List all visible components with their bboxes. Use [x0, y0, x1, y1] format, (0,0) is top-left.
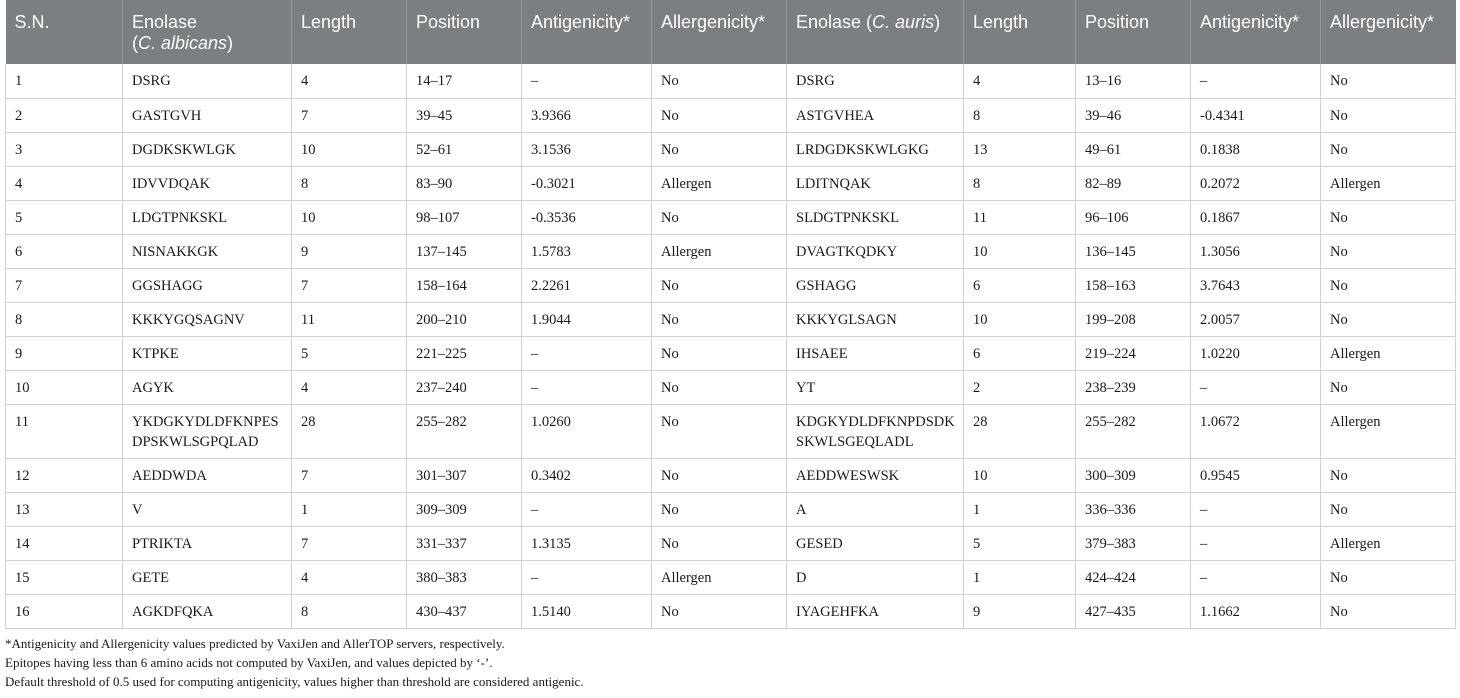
table-row	[6, 98, 1456, 132]
cell-length-2: 1	[964, 560, 1076, 594]
cell-antigenicity-2: 1.0672	[1191, 404, 1321, 458]
cell-position-2: 379–383	[1076, 526, 1191, 560]
cell-antigenicity-2: 1.3056	[1191, 234, 1321, 268]
cell-allergenicity-2: No	[1321, 200, 1456, 234]
cell-sn: 16	[6, 594, 123, 628]
cell-sn: 11	[6, 404, 123, 458]
cell-allergenicity-2: No	[1321, 458, 1456, 492]
header-length-2: Length	[964, 0, 1076, 64]
table-row	[6, 268, 1456, 302]
cell-position-1: 301–307	[407, 458, 522, 492]
cell-allergenicity-1: Allergen	[652, 166, 787, 200]
cell-enolase-auris: DVAGTKQDKY	[787, 234, 964, 268]
cell-length-2: 28	[964, 404, 1076, 458]
cell-position-2: 49–61	[1076, 132, 1191, 166]
cell-position-2: 82–89	[1076, 166, 1191, 200]
header-albicans-species: (C. albicans)	[132, 33, 234, 53]
footnote-2: Epitopes having less than 6 amino acids not computed by VaxiJen, and values depicted by ‘-’.	[5, 654, 493, 670]
cell-sn: 15	[6, 560, 123, 594]
cell-antigenicity-2: –	[1191, 370, 1321, 404]
cell-enolase-albicans: DSRG	[123, 64, 292, 98]
cell-length-1: 4	[292, 64, 407, 98]
cell-length-2: 4	[964, 64, 1076, 98]
cell-enolase-albicans: KKKYGQSAGNV	[123, 302, 292, 336]
cell-antigenicity-2: -0.4341	[1191, 98, 1321, 132]
cell-allergenicity-2: No	[1321, 64, 1456, 98]
cell-length-1: 9	[292, 234, 407, 268]
cell-position-1: 309–309	[407, 492, 522, 526]
cell-allergenicity-1: No	[652, 594, 787, 628]
cell-sn: 8	[6, 302, 123, 336]
cell-sn: 1	[6, 64, 123, 98]
cell-sn: 6	[6, 234, 123, 268]
cell-antigenicity-1: –	[522, 64, 652, 98]
cell-antigenicity-2: 0.1838	[1191, 132, 1321, 166]
cell-length-1: 8	[292, 166, 407, 200]
table-row	[6, 166, 1456, 200]
cell-position-2: 238–239	[1076, 370, 1191, 404]
epitope-table	[5, 0, 1456, 629]
table-row	[6, 404, 1456, 458]
cell-antigenicity-1: 1.3135	[522, 526, 652, 560]
cell-antigenicity-1: 1.0260	[522, 404, 652, 458]
cell-antigenicity-2: 0.1867	[1191, 200, 1321, 234]
cell-position-2: 199–208	[1076, 302, 1191, 336]
cell-allergenicity-2: Allergen	[1321, 336, 1456, 370]
cell-allergenicity-1: No	[652, 268, 787, 302]
cell-position-2: 300–309	[1076, 458, 1191, 492]
cell-antigenicity-1: 1.5140	[522, 594, 652, 628]
cell-position-1: 380–383	[407, 560, 522, 594]
cell-length-2: 5	[964, 526, 1076, 560]
cell-antigenicity-1: –	[522, 370, 652, 404]
header-antigenicity-1: Antigenicity*	[522, 0, 652, 64]
table-container	[5, 0, 1455, 691]
header-allergenicity-1: Allergenicity*	[652, 0, 787, 64]
cell-position-2: 96–106	[1076, 200, 1191, 234]
cell-position-2: 13–16	[1076, 64, 1191, 98]
cell-allergenicity-2: No	[1321, 302, 1456, 336]
cell-length-1: 5	[292, 336, 407, 370]
header-auris-species: C. auris	[872, 12, 935, 32]
cell-enolase-albicans: V	[123, 492, 292, 526]
cell-allergenicity-2: Allergen	[1321, 166, 1456, 200]
cell-enolase-auris: AEDDWESWSK	[787, 458, 964, 492]
cell-position-2: 219–224	[1076, 336, 1191, 370]
cell-allergenicity-1: No	[652, 336, 787, 370]
cell-allergenicity-1: No	[652, 200, 787, 234]
cell-length-1: 7	[292, 526, 407, 560]
cell-sn: 2	[6, 98, 123, 132]
cell-antigenicity-2: 1.1662	[1191, 594, 1321, 628]
table-row	[6, 336, 1456, 370]
cell-antigenicity-1: 1.9044	[522, 302, 652, 336]
table-row	[6, 370, 1456, 404]
cell-allergenicity-1: No	[652, 98, 787, 132]
cell-position-1: 237–240	[407, 370, 522, 404]
cell-antigenicity-1: 2.2261	[522, 268, 652, 302]
cell-antigenicity-2: –	[1191, 64, 1321, 98]
cell-allergenicity-1: No	[652, 302, 787, 336]
cell-allergenicity-2: No	[1321, 560, 1456, 594]
cell-enolase-albicans: IDVVDQAK	[123, 166, 292, 200]
cell-antigenicity-2: 3.7643	[1191, 268, 1321, 302]
cell-position-2: 255–282	[1076, 404, 1191, 458]
cell-sn: 14	[6, 526, 123, 560]
cell-allergenicity-2: No	[1321, 594, 1456, 628]
cell-enolase-albicans: KTPKE	[123, 336, 292, 370]
cell-length-2: 11	[964, 200, 1076, 234]
cell-enolase-auris: IHSAEE	[787, 336, 964, 370]
cell-length-2: 6	[964, 336, 1076, 370]
cell-position-2: 336–336	[1076, 492, 1191, 526]
header-position-2: Position	[1076, 0, 1191, 64]
footnote-1: *Antigenicity and Allergenicity values predicted by VaxiJen and AllerTOP servers, respectively.	[5, 635, 505, 651]
cell-position-1: 221–225	[407, 336, 522, 370]
cell-allergenicity-2: No	[1321, 234, 1456, 268]
cell-length-1: 28	[292, 404, 407, 458]
cell-position-2: 158–163	[1076, 268, 1191, 302]
cell-allergenicity-2: No	[1321, 492, 1456, 526]
cell-length-2: 10	[964, 458, 1076, 492]
cell-allergenicity-2: Allergen	[1321, 404, 1456, 458]
cell-antigenicity-2: 0.9545	[1191, 458, 1321, 492]
cell-position-1: 52–61	[407, 132, 522, 166]
cell-allergenicity-2: No	[1321, 132, 1456, 166]
cell-sn: 9	[6, 336, 123, 370]
cell-enolase-auris: IYAGEHFKA	[787, 594, 964, 628]
cell-position-1: 430–437	[407, 594, 522, 628]
cell-enolase-albicans: GGSHAGG	[123, 268, 292, 302]
cell-enolase-auris: DSRG	[787, 64, 964, 98]
cell-length-2: 8	[964, 98, 1076, 132]
cell-enolase-albicans: DGDKSKWLGK	[123, 132, 292, 166]
cell-allergenicity-1: No	[652, 458, 787, 492]
cell-length-1: 4	[292, 370, 407, 404]
cell-enolase-albicans: GETE	[123, 560, 292, 594]
cell-enolase-auris: GESED	[787, 526, 964, 560]
cell-enolase-auris: YT	[787, 370, 964, 404]
table-row	[6, 526, 1456, 560]
table-header	[6, 0, 1456, 64]
cell-enolase-auris: ASTGVHEA	[787, 98, 964, 132]
cell-position-2: 136–145	[1076, 234, 1191, 268]
cell-antigenicity-1: 3.9366	[522, 98, 652, 132]
table-body	[6, 64, 1456, 628]
cell-enolase-albicans: AGYK	[123, 370, 292, 404]
header-enolase-albicans	[123, 0, 292, 64]
cell-length-1: 4	[292, 560, 407, 594]
cell-position-2: 424–424	[1076, 560, 1191, 594]
cell-length-2: 10	[964, 302, 1076, 336]
cell-antigenicity-2: 1.0220	[1191, 336, 1321, 370]
cell-enolase-auris: KKKYGLSAGN	[787, 302, 964, 336]
cell-allergenicity-1: No	[652, 492, 787, 526]
header-antigenicity-2: Antigenicity*	[1191, 0, 1321, 64]
cell-antigenicity-1: 1.5783	[522, 234, 652, 268]
cell-length-2: 1	[964, 492, 1076, 526]
footnote-3: Default threshold of 0.5 used for computing antigenicity, values higher than threshold are considered antigenic.	[5, 673, 584, 689]
cell-antigenicity-2: –	[1191, 560, 1321, 594]
cell-enolase-auris: GSHAGG	[787, 268, 964, 302]
table-row	[6, 234, 1456, 268]
cell-allergenicity-1: Allergen	[652, 560, 787, 594]
cell-length-2: 2	[964, 370, 1076, 404]
header-enolase-albicans-label: Enolase	[132, 12, 198, 32]
cell-allergenicity-2: Allergen	[1321, 526, 1456, 560]
cell-antigenicity-1: 3.1536	[522, 132, 652, 166]
cell-antigenicity-2: –	[1191, 492, 1321, 526]
cell-length-2: 8	[964, 166, 1076, 200]
cell-sn: 12	[6, 458, 123, 492]
cell-allergenicity-1: No	[652, 370, 787, 404]
header-auris-prefix: Enolase (	[796, 12, 873, 32]
cell-enolase-albicans: PTRIKTA	[123, 526, 292, 560]
cell-antigenicity-2: –	[1191, 526, 1321, 560]
cell-allergenicity-2: No	[1321, 98, 1456, 132]
cell-enolase-auris: LDITNQAK	[787, 166, 964, 200]
cell-position-1: 83–90	[407, 166, 522, 200]
cell-position-1: 158–164	[407, 268, 522, 302]
cell-position-1: 39–45	[407, 98, 522, 132]
table-row	[6, 200, 1456, 234]
cell-allergenicity-1: No	[652, 526, 787, 560]
cell-length-2: 6	[964, 268, 1076, 302]
table-row	[6, 594, 1456, 628]
albicans-species-name: C. albicans	[138, 33, 228, 53]
header-enolase-auris	[787, 0, 964, 64]
cell-position-2: 427–435	[1076, 594, 1191, 628]
cell-antigenicity-1: -0.3536	[522, 200, 652, 234]
cell-antigenicity-1: –	[522, 560, 652, 594]
cell-sn: 3	[6, 132, 123, 166]
cell-antigenicity-1: -0.3021	[522, 166, 652, 200]
cell-sn: 13	[6, 492, 123, 526]
table-row	[6, 560, 1456, 594]
cell-length-1: 7	[292, 98, 407, 132]
cell-position-1: 200–210	[407, 302, 522, 336]
cell-length-1: 10	[292, 200, 407, 234]
cell-length-1: 7	[292, 458, 407, 492]
cell-position-1: 137–145	[407, 234, 522, 268]
cell-allergenicity-2: No	[1321, 370, 1456, 404]
cell-length-1: 10	[292, 132, 407, 166]
table-row	[6, 132, 1456, 166]
header-allergenicity-2: Allergenicity*	[1321, 0, 1456, 64]
header-position-1: Position	[407, 0, 522, 64]
cell-allergenicity-1: No	[652, 64, 787, 98]
cell-length-1: 7	[292, 268, 407, 302]
cell-antigenicity-1: –	[522, 492, 652, 526]
cell-length-2: 13	[964, 132, 1076, 166]
cell-allergenicity-2: No	[1321, 268, 1456, 302]
header-sn: S.N.	[6, 0, 123, 64]
cell-position-1: 98–107	[407, 200, 522, 234]
cell-antigenicity-1: –	[522, 336, 652, 370]
cell-length-2: 9	[964, 594, 1076, 628]
header-auris-suffix: )	[934, 12, 941, 32]
cell-allergenicity-1: Allergen	[652, 234, 787, 268]
footnotes	[5, 634, 1455, 691]
cell-enolase-auris: KDGKYDLDFKNPDSDKSKWLSGEQLADL	[787, 404, 964, 458]
cell-position-1: 331–337	[407, 526, 522, 560]
cell-antigenicity-2: 2.0057	[1191, 302, 1321, 336]
cell-antigenicity-1: 0.3402	[522, 458, 652, 492]
cell-allergenicity-1: No	[652, 132, 787, 166]
table-row	[6, 492, 1456, 526]
cell-enolase-auris: A	[787, 492, 964, 526]
cell-enolase-auris: D	[787, 560, 964, 594]
cell-length-2: 10	[964, 234, 1076, 268]
cell-position-2: 39–46	[1076, 98, 1191, 132]
cell-enolase-albicans: NISNAKKGK	[123, 234, 292, 268]
table-row	[6, 64, 1456, 98]
cell-length-1: 8	[292, 594, 407, 628]
cell-position-1: 14–17	[407, 64, 522, 98]
cell-enolase-albicans: LDGTPNKSKL	[123, 200, 292, 234]
cell-enolase-auris: LRDGDKSKWLGKG	[787, 132, 964, 166]
header-length-1: Length	[292, 0, 407, 64]
cell-sn: 4	[6, 166, 123, 200]
cell-position-1: 255–282	[407, 404, 522, 458]
cell-enolase-auris: SLDGTPNKSKL	[787, 200, 964, 234]
cell-sn: 5	[6, 200, 123, 234]
cell-antigenicity-2: 0.2072	[1191, 166, 1321, 200]
table-row	[6, 302, 1456, 336]
cell-enolase-albicans: YKDGKYDLDFKNPESDPSKWLSGPQLAD	[123, 404, 292, 458]
cell-sn: 10	[6, 370, 123, 404]
cell-allergenicity-1: No	[652, 404, 787, 458]
cell-enolase-albicans: AEDDWDA	[123, 458, 292, 492]
cell-length-1: 1	[292, 492, 407, 526]
cell-enolase-albicans: AGKDFQKA	[123, 594, 292, 628]
cell-sn: 7	[6, 268, 123, 302]
table-row	[6, 458, 1456, 492]
cell-length-1: 11	[292, 302, 407, 336]
cell-enolase-albicans: GASTGVH	[123, 98, 292, 132]
